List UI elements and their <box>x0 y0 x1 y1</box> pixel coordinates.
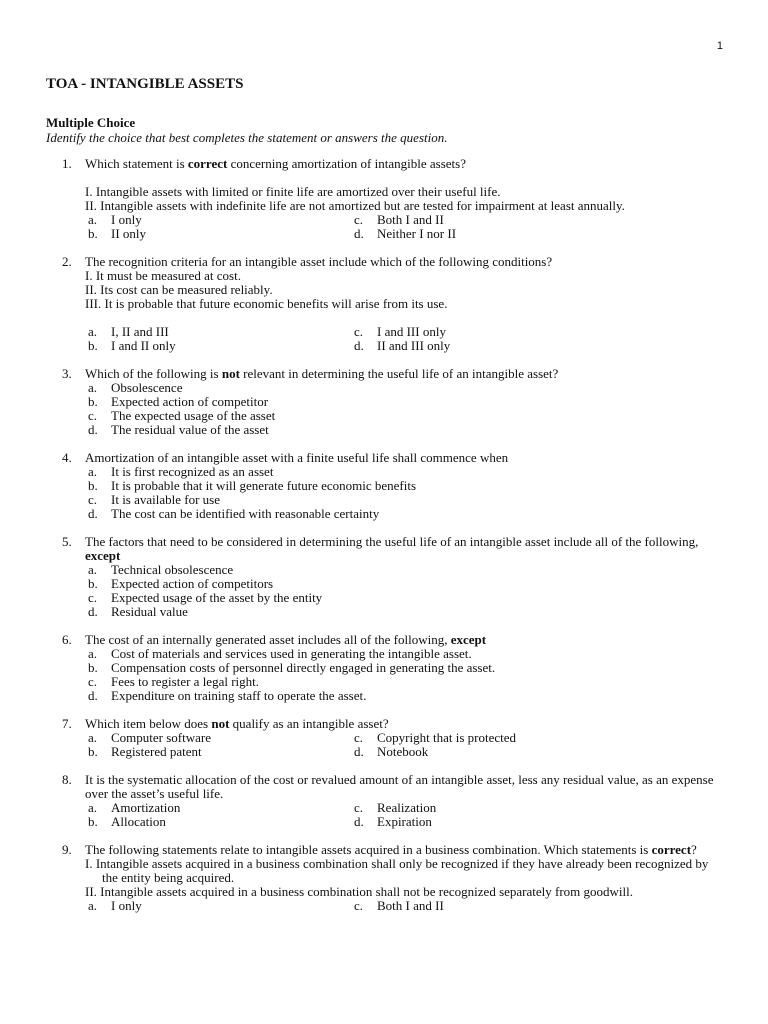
statement-list <box>85 857 726 899</box>
choice-list <box>85 381 726 437</box>
choice-a[interactable] <box>85 213 351 227</box>
choice-text: Compensation costs of personnel directly engaged in generating the asset. <box>111 660 496 675</box>
choice-text: The residual value of the asset <box>111 422 269 437</box>
choice-letter: b. <box>88 576 98 591</box>
choice-letter: d. <box>354 814 364 829</box>
question-4 <box>46 451 726 521</box>
choice-a[interactable] <box>85 563 685 577</box>
choice-text: I and II only <box>111 338 176 353</box>
choice-d[interactable] <box>351 745 651 759</box>
choice-letter: d. <box>88 422 98 437</box>
stem-text: concerning amortization of intangible assets? <box>227 156 466 171</box>
question-9 <box>46 843 726 913</box>
question-5 <box>46 535 726 619</box>
choice-letter: a. <box>88 324 98 339</box>
choice-list <box>85 899 726 913</box>
choice-letter: a. <box>88 212 98 227</box>
choice-letter: a. <box>88 380 98 395</box>
choice-list <box>85 563 726 619</box>
choice-text: Amortization <box>111 800 181 815</box>
choice-b[interactable] <box>85 339 351 353</box>
question-1 <box>46 157 726 241</box>
choice-text: It is available for use <box>111 492 221 507</box>
choice-text: Expenditure on training staff to operate the asset. <box>111 688 367 703</box>
choice-text: Realization <box>377 800 437 815</box>
choice-letter: c. <box>354 212 364 227</box>
statement-list <box>85 269 726 311</box>
choice-text: Residual value <box>111 604 188 619</box>
question-stem <box>85 255 726 269</box>
choice-list <box>85 647 726 703</box>
choice-letter: a. <box>88 898 98 913</box>
question-number: 9. <box>62 842 72 857</box>
stem-text: ? <box>691 842 697 857</box>
stem-emphasis: except <box>85 548 121 563</box>
question-8 <box>46 773 726 829</box>
choice-letter: c. <box>354 898 364 913</box>
choice-letter: b. <box>88 660 98 675</box>
statement: I. It must be measured at cost. <box>85 268 241 283</box>
choice-letter: a. <box>88 800 98 815</box>
choice-letter: c. <box>354 800 364 815</box>
question-6 <box>46 633 726 703</box>
statement: II. Intangible assets with indefinite life are not amortized but are tested for impairment at least annually. <box>85 198 625 213</box>
question-stem <box>85 367 726 381</box>
stem-text: Which of the following is <box>85 366 222 381</box>
question-number: 3. <box>62 366 72 381</box>
question-number: 7. <box>62 716 72 731</box>
choice-c[interactable] <box>351 213 651 227</box>
stem-emphasis: except <box>450 632 487 647</box>
choice-letter: a. <box>88 646 98 661</box>
choice-letter: a. <box>88 562 98 577</box>
choice-letter: b. <box>88 394 98 409</box>
choice-text: Expected usage of the asset by the entity <box>111 590 323 605</box>
stem-text: The cost of an internally generated asset includes all of the following, <box>85 632 451 647</box>
section-heading: Multiple Choice <box>46 115 136 130</box>
choice-c[interactable] <box>351 801 651 815</box>
stem-text: Amortization of an intangible asset with a finite useful life shall commence when <box>85 450 509 465</box>
choice-c[interactable] <box>85 675 685 689</box>
choice-a[interactable] <box>85 381 685 395</box>
stem-text: The recognition criteria for an intangible asset include which of the following conditions? <box>85 254 553 269</box>
stem-text: The following statements relate to intangible assets acquired in a business combination. Which statements is <box>85 842 652 857</box>
choice-a[interactable] <box>85 325 351 339</box>
choice-c[interactable] <box>85 409 685 423</box>
choice-list <box>85 213 726 241</box>
choice-d[interactable] <box>351 227 651 241</box>
document-body <box>46 76 726 927</box>
choice-text: Copyright that is protected <box>377 730 517 745</box>
choice-text: Registered patent <box>111 744 202 759</box>
choice-letter: c. <box>88 590 98 605</box>
question-7 <box>46 717 726 759</box>
choice-list <box>85 801 726 829</box>
choice-text: I and III only <box>377 324 446 339</box>
choice-list <box>85 465 726 521</box>
question-number: 5. <box>62 534 72 549</box>
question-2 <box>46 255 726 353</box>
choice-d[interactable] <box>351 815 651 829</box>
choice-letter: c. <box>88 492 98 507</box>
question-number: 1. <box>62 156 72 171</box>
choice-text: Cost of materials and services used in generating the intangible asset. <box>111 646 472 661</box>
statement-list <box>85 185 726 213</box>
choice-text: Expected action of competitor <box>111 394 269 409</box>
choice-d[interactable] <box>85 423 685 437</box>
choice-text: Allocation <box>111 814 166 829</box>
choice-text: I only <box>111 212 142 227</box>
choice-text: Obsolescence <box>111 380 183 395</box>
stem-emphasis: not <box>211 716 230 731</box>
choice-c[interactable] <box>351 731 651 745</box>
stem-text: Which statement is <box>85 156 188 171</box>
choice-c[interactable] <box>85 493 685 507</box>
choice-letter: b. <box>88 478 98 493</box>
stem-emphasis: correct <box>651 842 692 857</box>
choice-text: Neither I nor II <box>377 226 457 241</box>
choice-letter: d. <box>354 226 364 241</box>
choice-b[interactable] <box>85 227 351 241</box>
choice-letter: b. <box>88 226 98 241</box>
choice-letter: c. <box>354 324 364 339</box>
question-stem <box>85 773 726 801</box>
choice-text: I only <box>111 898 142 913</box>
document-title: TOA - INTANGIBLE ASSETS <box>46 76 244 92</box>
choice-letter: c. <box>354 730 364 745</box>
question-number: 8. <box>62 772 72 787</box>
stem-emphasis: correct <box>187 156 228 171</box>
choice-letter: d. <box>88 604 98 619</box>
choice-letter: c. <box>88 674 98 689</box>
question-stem <box>85 535 726 563</box>
choice-c[interactable] <box>351 899 651 913</box>
choice-text: Expiration <box>377 814 432 829</box>
statement: II. Intangible assets acquired in a business combination shall not be recognized separately from goodwill. <box>85 884 634 899</box>
choice-text: Both I and II <box>377 212 444 227</box>
choice-a[interactable] <box>85 647 685 661</box>
choice-d[interactable] <box>351 339 651 353</box>
statement: I. Intangible assets acquired in a business combination shall only be recognized if they have already been recognized by the entity being acquired. <box>85 856 709 885</box>
question-stem <box>85 157 726 171</box>
choice-text: It is probable that it will generate future economic benefits <box>111 478 417 493</box>
choice-text: The cost can be identified with reasonable certainty <box>111 506 380 521</box>
choice-letter: b. <box>88 744 98 759</box>
section-instructions: Identify the choice that best completes the statement or answers the question. <box>46 130 448 145</box>
choice-b[interactable] <box>85 479 685 493</box>
choice-text: Technical obsolescence <box>111 562 234 577</box>
choice-d[interactable] <box>85 605 685 619</box>
choice-c[interactable] <box>85 591 685 605</box>
choice-text: II and III only <box>377 338 451 353</box>
choice-b[interactable] <box>85 577 685 591</box>
question-number: 4. <box>62 450 72 465</box>
page-number: 1 <box>716 40 723 52</box>
choice-letter: b. <box>88 814 98 829</box>
choice-list <box>85 325 726 353</box>
stem-text: qualify as an intangible asset? <box>229 716 389 731</box>
stem-emphasis: not <box>221 366 240 381</box>
question-number: 2. <box>62 254 72 269</box>
question-stem <box>85 843 726 857</box>
choice-a[interactable] <box>85 731 351 745</box>
choice-b[interactable] <box>85 661 685 675</box>
choice-a[interactable] <box>85 801 351 815</box>
choice-text: Fees to register a legal right. <box>111 674 260 689</box>
choice-d[interactable] <box>85 507 685 521</box>
question-stem <box>85 717 726 731</box>
choice-text: Expected action of competitors <box>111 576 274 591</box>
choice-b[interactable] <box>85 745 351 759</box>
choice-letter: b. <box>88 338 98 353</box>
choice-letter: d. <box>354 744 364 759</box>
choice-a[interactable] <box>85 465 685 479</box>
choice-letter: c. <box>88 408 98 423</box>
stem-text: It is the systematic allocation of the cost or revalued amount of an intangible asset, less any residual value, as an expense over the asset’s useful life. <box>85 772 714 801</box>
question-number: 6. <box>62 632 72 647</box>
choice-d[interactable] <box>85 689 685 703</box>
statement: III. It is probable that future economic benefits will arise from its use. <box>85 296 448 311</box>
choice-letter: d. <box>354 338 364 353</box>
choice-text: Both I and II <box>377 898 444 913</box>
choice-text: It is first recognized as an asset <box>111 464 274 479</box>
question-3 <box>46 367 726 437</box>
stem-text: relevant in determining the useful life of an intangible asset? <box>239 366 559 381</box>
choice-letter: a. <box>88 730 98 745</box>
question-stem <box>85 633 726 647</box>
stem-text: Which item below does <box>85 716 212 731</box>
statement: II. Its cost can be measured reliably. <box>85 282 273 297</box>
choice-text: Computer software <box>111 730 212 745</box>
choice-c[interactable] <box>351 325 651 339</box>
choice-letter: a. <box>88 464 98 479</box>
statement: I. Intangible assets with limited or finite life are amortized over their useful life. <box>85 184 501 199</box>
choice-letter: d. <box>88 688 98 703</box>
choice-text: The expected usage of the asset <box>111 408 276 423</box>
choice-b[interactable] <box>85 815 351 829</box>
choice-text: I, II and III <box>111 324 169 339</box>
stem-text: The factors that need to be considered in determining the useful life of an intangible asset include all of the following, <box>85 534 699 549</box>
choice-text: II only <box>111 226 147 241</box>
question-stem <box>85 451 726 465</box>
choice-b[interactable] <box>85 395 685 409</box>
choice-a[interactable] <box>85 899 351 913</box>
choice-text: Notebook <box>377 744 429 759</box>
choice-letter: d. <box>88 506 98 521</box>
choice-list <box>85 731 726 759</box>
